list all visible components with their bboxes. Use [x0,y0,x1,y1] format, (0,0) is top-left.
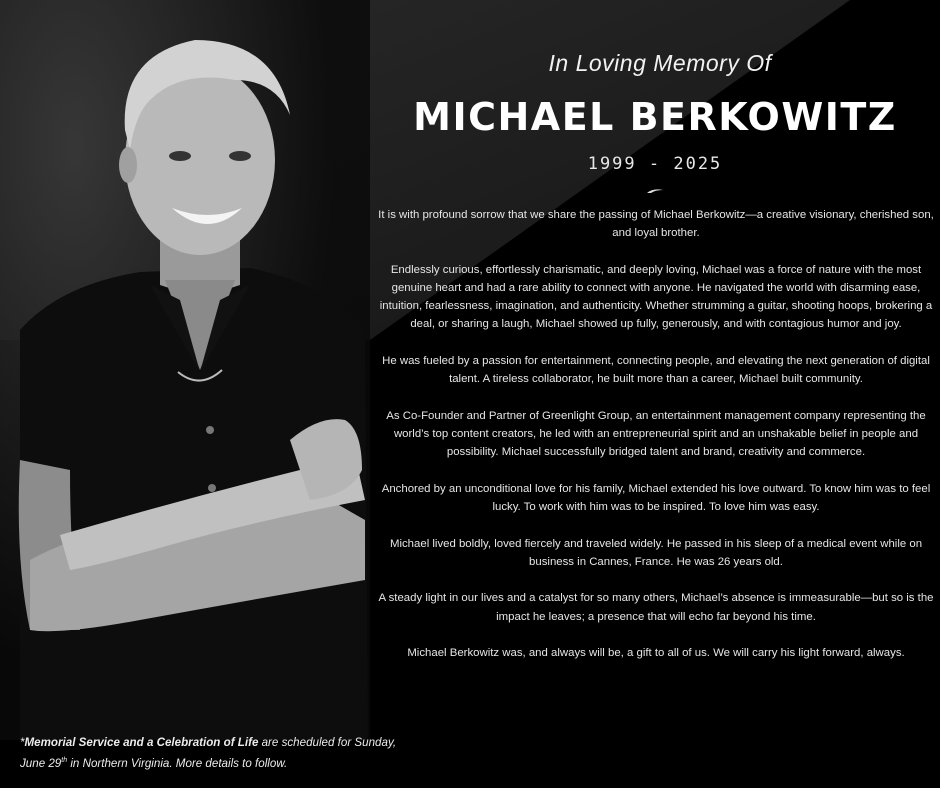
service-announcement [20,734,420,773]
service-event-name: Memorial Service and a Celebration of Life [24,736,259,749]
obituary-paragraph: He was fueled by a passion for entertainment, connecting people, and elevating the next generation of digital talent. A tireless collaborator, he built more than a career, Michael built community. [382,355,930,386]
obituary-paragraph: Michael lived boldly, loved fiercely and traveled widely. He passed in his sleep of a medical event while on business in Cannes, France. He was 26 years old. [389,537,923,568]
service-date-text: are scheduled for Sunday, June 29 [20,736,397,770]
portrait-photo [0,0,370,740]
deceased-name: MICHAEL BERKOWITZ [413,95,897,139]
obituary-paragraph: Michael Berkowitz was, and always will be, a gift to all of us. We will carry his light forward, always. [407,647,905,660]
divider-flourish-icon [645,187,665,195]
obituary-paragraph: Anchored by an unconditional love for his family, Michael extended his love outward. To know him was to feel lucky. To work with him was to be inspired. To love him was easy. [381,482,931,513]
obituary-paragraph: It is with profound sorrow that we share the passing of Michael Berkowitz—a creative visionary, cherished son, and loyal brother. [378,209,934,240]
obituary-paragraph: A steady light in our lives and a catalyst for so many others, Michael’s absence is immeasurable—but so is the impact he leaves; a presence that will echo far beyond his time. [378,592,934,623]
date-ordinal-suffix: th [61,757,68,764]
obituary-text [378,206,934,681]
service-asterisk: * [20,736,25,749]
life-years: 1999 - 2025 [587,154,723,174]
memorial-heading: In Loving Memory Of [548,50,772,76]
obituary-paragraph: Endlessly curious, effortlessly charismatic, and deeply loving, Michael was a force of nature with the most genuine heart and had a rare ability to connect with anyone. He navigated the world with disarming ease, intuition, fearlessness, imagination, and authenticity. Whether strumming a guitar, shooting hoops, brokering a deal, or sharing a laugh, Michael showed up fully, generously, and with contagious humor and joy. [379,263,933,331]
obituary-paragraph: As Co-Founder and Partner of Greenlight Group, an entertainment management company representing the world’s top content creators, he led with an entrepreneurial spirit and an unshakable belief in people and possibility. Michael successfully bridged talent and brand, creativity and commerce. [386,409,926,459]
service-location-text: in Northern Virginia. More details to follow. [67,756,288,770]
